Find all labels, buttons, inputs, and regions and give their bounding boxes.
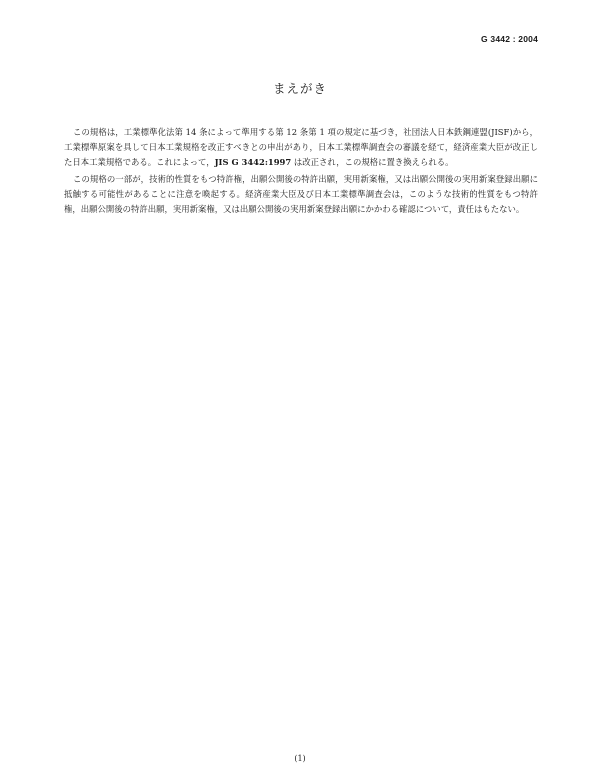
page-title: まえがき (272, 81, 327, 96)
page-number: (1) (294, 754, 306, 763)
paragraph-1-text-a: この規格は，工業標準化法第 14 条によって準用する第 12 条第 1 項の規定に基づき，社団法人日本鉄鋼連盟(JISF)から，工業標準原案を具して日本工業規格を改正すべきとの申出があり，日本工業標準調査会の審議を経て，経済産業大臣が改正した日本工業規格である。これによって， (64, 127, 538, 167)
standard-reference: JIS G 3442:1997 (214, 157, 292, 167)
document-code: G 3442 : 2004 (481, 34, 538, 44)
paragraph-1-text-b: は改正され，この規格に置き換えられる。 (291, 157, 454, 167)
paragraph-1 (64, 125, 538, 170)
document-body (64, 125, 538, 219)
paragraph-2-text: この規格の一部が，技術的性質をもつ特許権，出願公開後の特許出願，実用新案権，又は出願公開後の実用新案登録出願に抵触する可能性があることに注意を喚起する。経済産業大臣及び日本工業標準調査会は，このような技術的性質をもつ特許権，出願公開後の特許出願，実用新案権，又は出願公開後の実用新案登録出願にかかわる確認について，責任はもたない。 (64, 174, 538, 214)
paragraph-2 (64, 172, 538, 217)
